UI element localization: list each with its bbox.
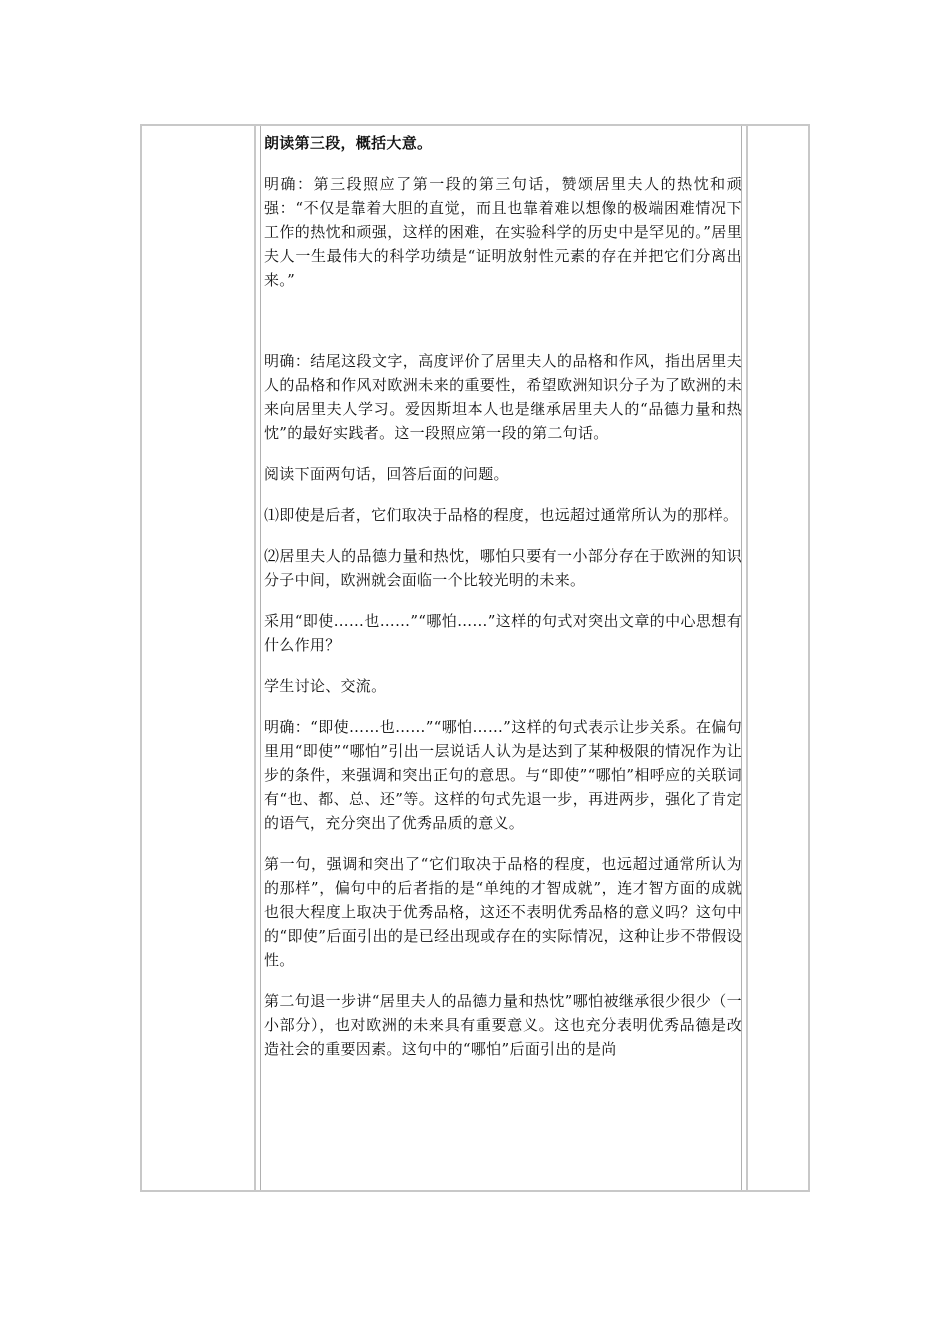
sentence-item: ⑵居里夫人的品德力量和热忱，哪怕只要有一小部分存在于欧洲的知识分子中间，欧洲就会面临一个比较光明的未来。 (264, 547, 742, 589)
answer-paragraph: 明确：结尾这段文字，高度评价了居里夫人的品格和作风，指出居里夫人的品格和作风对欧洲未来的重要性，希望欧洲知识分子为了欧洲的未来向居里夫人学习。爱因斯坦本人也是继承居里夫人的“品德力量和热忱”的最好实践者。这一段照应第一段的第二句话。 (264, 352, 742, 442)
cell-inner-border-left (260, 126, 261, 1190)
section-heading: 朗读第三段，概括大意。 (264, 134, 433, 152)
question-paragraph: 采用“即使……也……”“哪怕……”这样的句式对突出文章的中心思想有什么作用？ (264, 612, 742, 654)
table-left-cell (142, 126, 256, 1190)
answer-paragraph: 明确：“即使……也……”“哪怕……”这样的句式表示让步关系。在偏句里用“即使”“哪怕”引出一层说话人认为是达到了某种极限的情况作为让步的条件，来强调和突出正句的意思。与“即使”“哪怕”相呼应的关联词有“也、都、总、还”等。这样的句式先退一步，再进两步，强化了肯定的语气，充分突出了优秀品质的意义。 (264, 718, 742, 832)
lesson-content (264, 131, 742, 1078)
analysis-paragraph: 第二句退一步讲“居里夫人的品德力量和热忱”哪怕被继承很少很少（一小部分），也对欧洲的未来具有重要意义。这也充分表明优秀品德是改造社会的重要因素。这句中的“哪怕”后面引出的是尚 (264, 992, 742, 1058)
table-content-cell (256, 126, 746, 1190)
lesson-table (140, 124, 810, 1192)
activity-paragraph: 学生讨论、交流。 (264, 677, 387, 695)
answer-paragraph: 明确：第三段照应了第一段的第三句话，赞颂居里夫人的热忱和顽强：“不仅是靠着大胆的直觉，而且也靠着难以想像的极端困难情况下工作的热忱和顽强，这样的困难，在实验科学的历史中是罕见的。”居里夫人一生最伟大的科学功绩是“证明放射性元素的存在并把它们分离出来。” (264, 175, 742, 289)
analysis-paragraph: 第一句，强调和突出了“它们取决于品格的程度，也远超过通常所认为的那样”，偏句中的后者指的是“单纯的才智成就”，连才智方面的成就也很大程度上取决于优秀品格，这还不表明优秀品格的意义吗？这句中的“即使”后面引出的是已经出现或存在的实际情况，这种让步不带假设性。 (264, 855, 742, 969)
task-paragraph: 阅读下面两句话，回答后面的问题。 (264, 465, 509, 483)
table-right-cell (746, 126, 808, 1190)
sentence-item: ⑴即使是后者，它们取决于品格的程度，也远超过通常所认为的那样。 (264, 506, 739, 524)
blank-space (264, 309, 742, 349)
